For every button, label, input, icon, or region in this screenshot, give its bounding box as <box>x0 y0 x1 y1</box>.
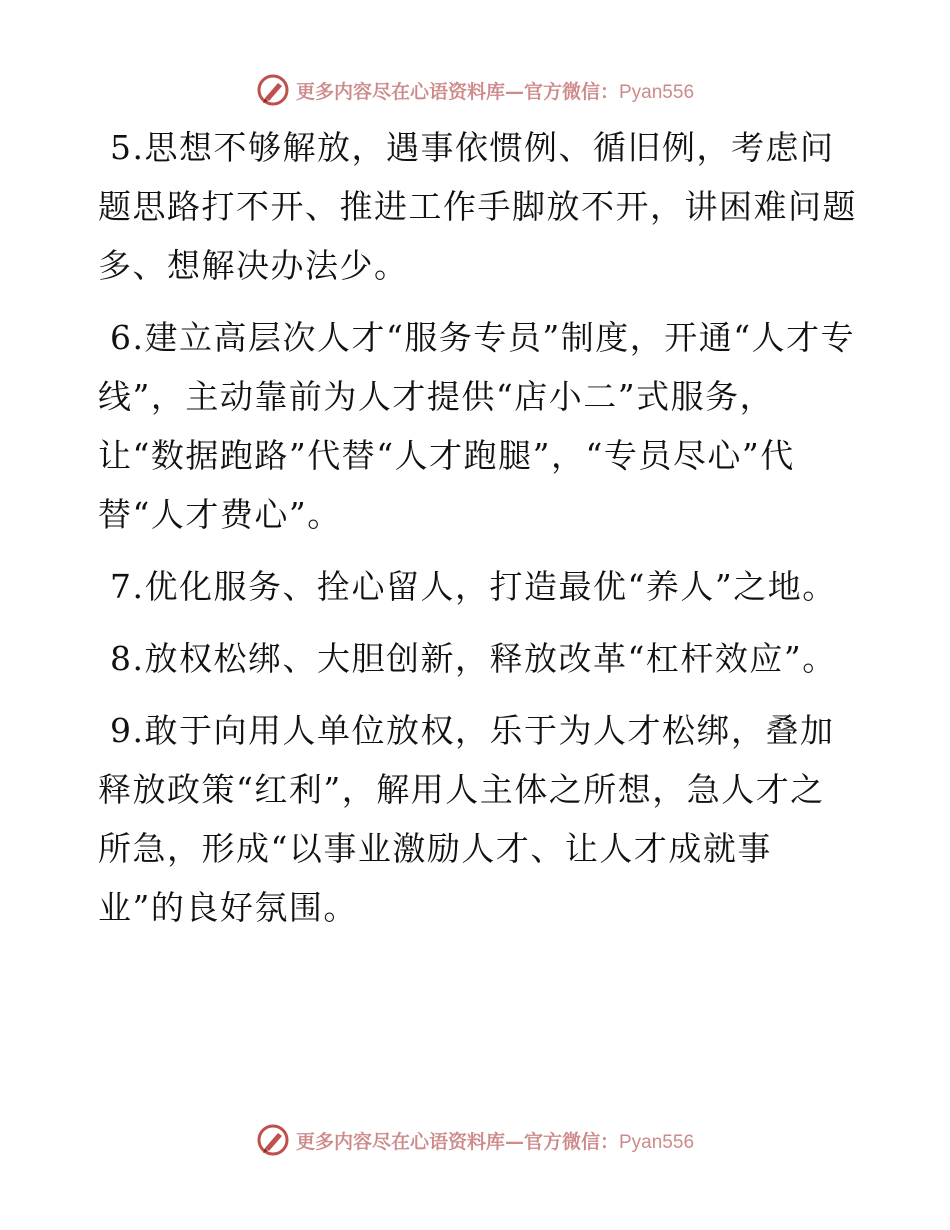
watermark-text <box>296 77 694 104</box>
watermark-text-cn: 更多内容尽在心语资料库—官方微信： <box>295 80 619 103</box>
pen-logo-icon <box>256 1123 290 1157</box>
paragraph-item-9: 9.敢于向用人单位放权，乐于为人才松绑，叠加释放政策“红利”，解用人主体之所想，急人才之所急，形成“以事业激励人才、让人才成就事业”的良好氛围。 <box>98 711 835 927</box>
watermark-text-cn: 更多内容尽在心语资料库—官方微信： <box>295 1130 619 1153</box>
paragraph-item-6: 6.建立高层次人才“服务专员”制度，开通“人才专线”，主动靠前为人才提供“店小二”式服务，让“数据跑路”代替“人才跑腿”，“专员尽心”代替“人才费心”。 <box>98 318 856 534</box>
document-body <box>98 118 858 950</box>
watermark-text-latin: Pyan556 <box>619 1131 695 1153</box>
footer-watermark <box>0 1120 950 1160</box>
header-watermark <box>0 70 950 110</box>
pen-logo-icon <box>256 73 290 107</box>
paragraph-item-7: 7.优化服务、拴心留人，打造最优“养人”之地。 <box>110 567 837 606</box>
watermark-text-latin: Pyan556 <box>619 81 695 103</box>
paragraph-item-8: 8.放权松绑、大胆创新，释放改革“杠杆效应”。 <box>110 639 837 678</box>
watermark-text <box>296 1127 694 1154</box>
paragraph-item-5: 5.思想不够解放，遇事依惯例、循旧例，考虑问题思路打不开、推进工作手脚放不开，讲困难问题多、想解决办法少。 <box>98 128 857 285</box>
